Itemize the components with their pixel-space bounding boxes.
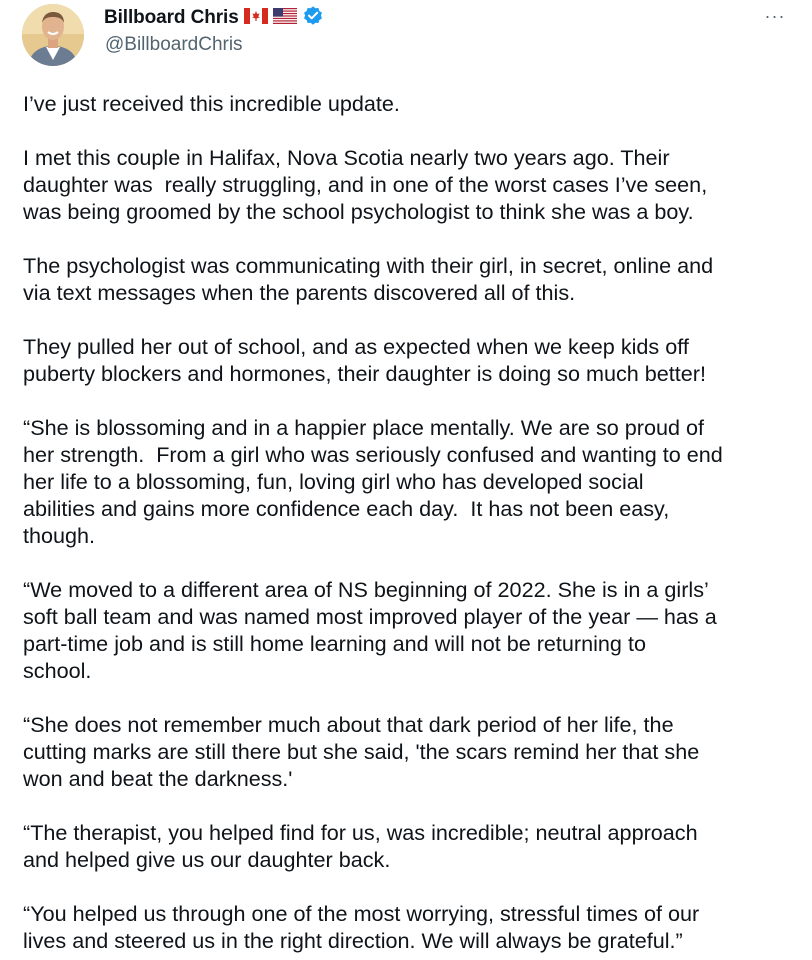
- handle[interactable]: @BillboardChris: [105, 34, 243, 55]
- more-options-button[interactable]: ···: [764, 5, 786, 26]
- tweet-paragraph: I met this couple in Halifax, Nova Scotia nearly two years ago. Their daughter was really struggling, and in one of the worst cases I’ve seen, was being groomed by the school psychologist to think she was a boy.: [23, 145, 708, 224]
- tweet-paragraph: I’ve just received this incredible update.: [23, 91, 400, 116]
- tweet-paragraph: “We moved to a different area of NS beginning of 2022. She is in a girls’ soft ball team and was named most improved player of the year — has a part-time job and is still home learning and will not be returning to school.: [23, 577, 717, 683]
- display-name-row: [104, 4, 324, 32]
- verified-badge-icon: [302, 5, 324, 32]
- tweet-paragraph: The psychologist was communicating with their girl, in secret, online and via text messages when the parents discovered all of this.: [23, 253, 714, 305]
- avatar[interactable]: [22, 4, 84, 66]
- tweet-text: [23, 90, 798, 954]
- display-name[interactable]: Billboard Chris: [104, 7, 239, 28]
- tweet-paragraph: They pulled her out of school, and as expected when we keep kids off puberty blockers and hormones, their daughter is doing so much better!: [23, 334, 706, 386]
- canada-flag-icon: [244, 8, 268, 29]
- tweet-paragraph: “The therapist, you helped find for us, was incredible; neutral approach and helped give us our daughter back.: [23, 820, 698, 872]
- tweet-header: [0, 0, 812, 80]
- tweet-paragraph: “She does not remember much about that dark period of her life, the cutting marks are still there but she said, 'the scars remind her that she won and beat the darkness.': [23, 712, 700, 791]
- avatar-photo: [22, 4, 84, 66]
- usa-flag-icon: [273, 8, 297, 29]
- tweet-paragraph: “You helped us through one of the most worrying, stressful times of our lives and steered us in the right direction. We will always be grateful.”: [23, 901, 700, 953]
- tweet-paragraph: “She is blossoming and in a happier place mentally. We are so proud of her strength. From a girl who was seriously confused and wanting to end her life to a blossoming, fun, loving girl who has developed social abilities and gains more confidence each day. It has not been easy, though.: [23, 415, 723, 548]
